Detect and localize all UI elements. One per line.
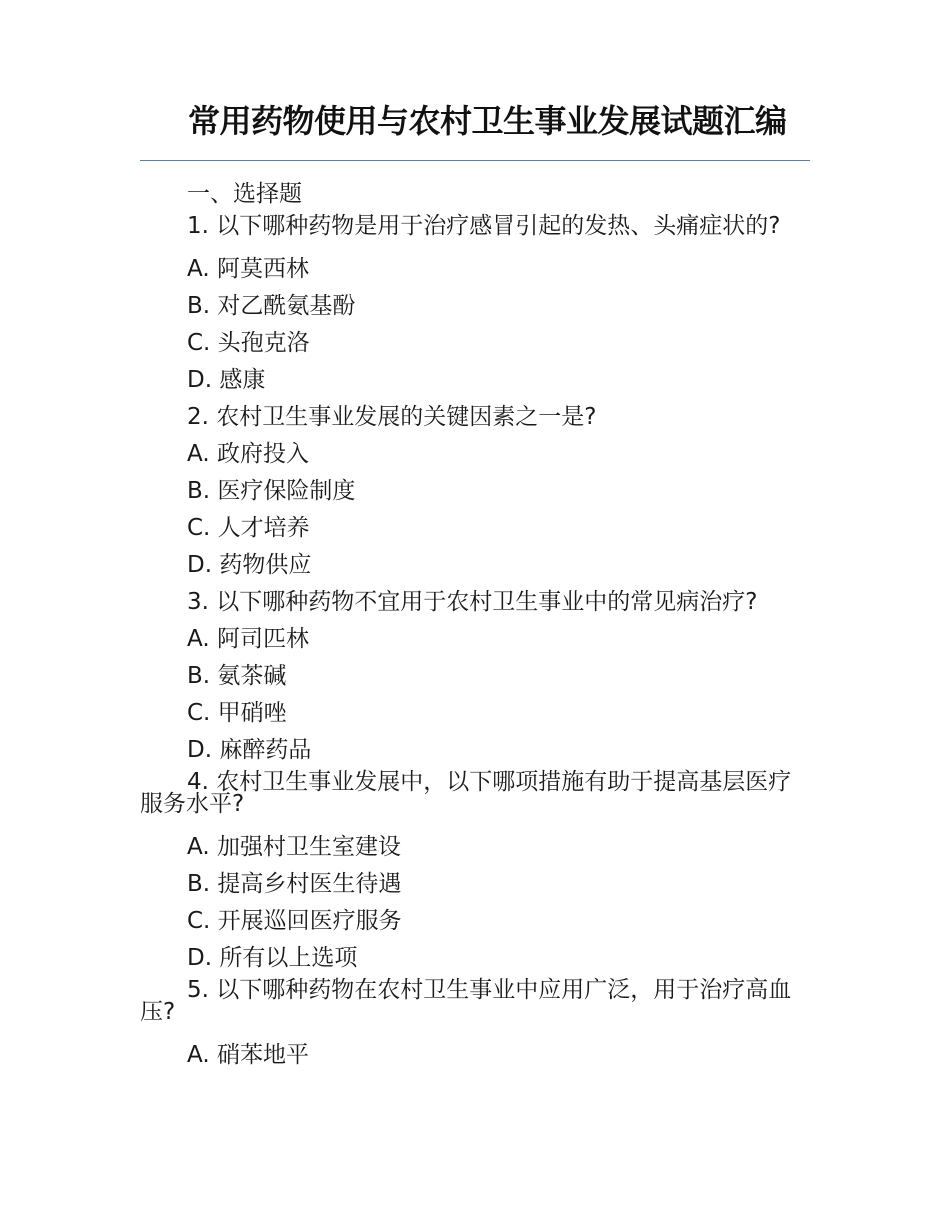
answer-option: A. 加强村卫生室建设 <box>187 834 401 860</box>
title-underline <box>140 160 810 161</box>
answer-option: A. 阿莫西林 <box>187 256 309 282</box>
answer-option: B. 医疗保险制度 <box>187 478 356 504</box>
document-title: 常用药物使用与农村卫生事业发展试题汇编 <box>188 102 787 140</box>
answer-option: D. 麻醉药品 <box>187 737 312 763</box>
answer-option: B. 氨茶碱 <box>187 663 287 689</box>
question-stem: 4. 农村卫生事业发展中，以下哪项措施有助于提高基层医疗服务水平? <box>140 769 792 817</box>
answer-option: D. 感康 <box>187 367 266 393</box>
question-stem: 2. 农村卫生事业发展的关键因素之一是? <box>187 404 597 430</box>
question-stem: 3. 以下哪种药物不宜用于农村卫生事业中的常见病治疗? <box>187 589 758 615</box>
answer-option: C. 甲硝唑 <box>187 700 287 726</box>
question-stem: 5. 以下哪种药物在农村卫生事业中应用广泛，用于治疗高血压? <box>140 977 792 1025</box>
question-stem: 1. 以下哪种药物是用于治疗感冒引起的发热、头痛症状的? <box>187 213 781 239</box>
answer-option: C. 开展巡回医疗服务 <box>187 908 402 934</box>
answer-option: B. 对乙酰氨基酚 <box>187 293 356 319</box>
answer-option: D. 药物供应 <box>187 552 312 578</box>
answer-option: C. 人才培养 <box>187 515 310 541</box>
answer-option: A. 阿司匹林 <box>187 626 309 652</box>
section-heading: 一、选择题 <box>187 181 302 207</box>
answer-option: A. 政府投入 <box>187 441 309 467</box>
answer-option: C. 头孢克洛 <box>187 330 310 356</box>
answer-option: B. 提高乡村医生待遇 <box>187 871 402 897</box>
answer-option: D. 所有以上选项 <box>187 945 358 971</box>
document-body <box>140 176 810 1074</box>
answer-option: A. 硝苯地平 <box>187 1042 309 1068</box>
